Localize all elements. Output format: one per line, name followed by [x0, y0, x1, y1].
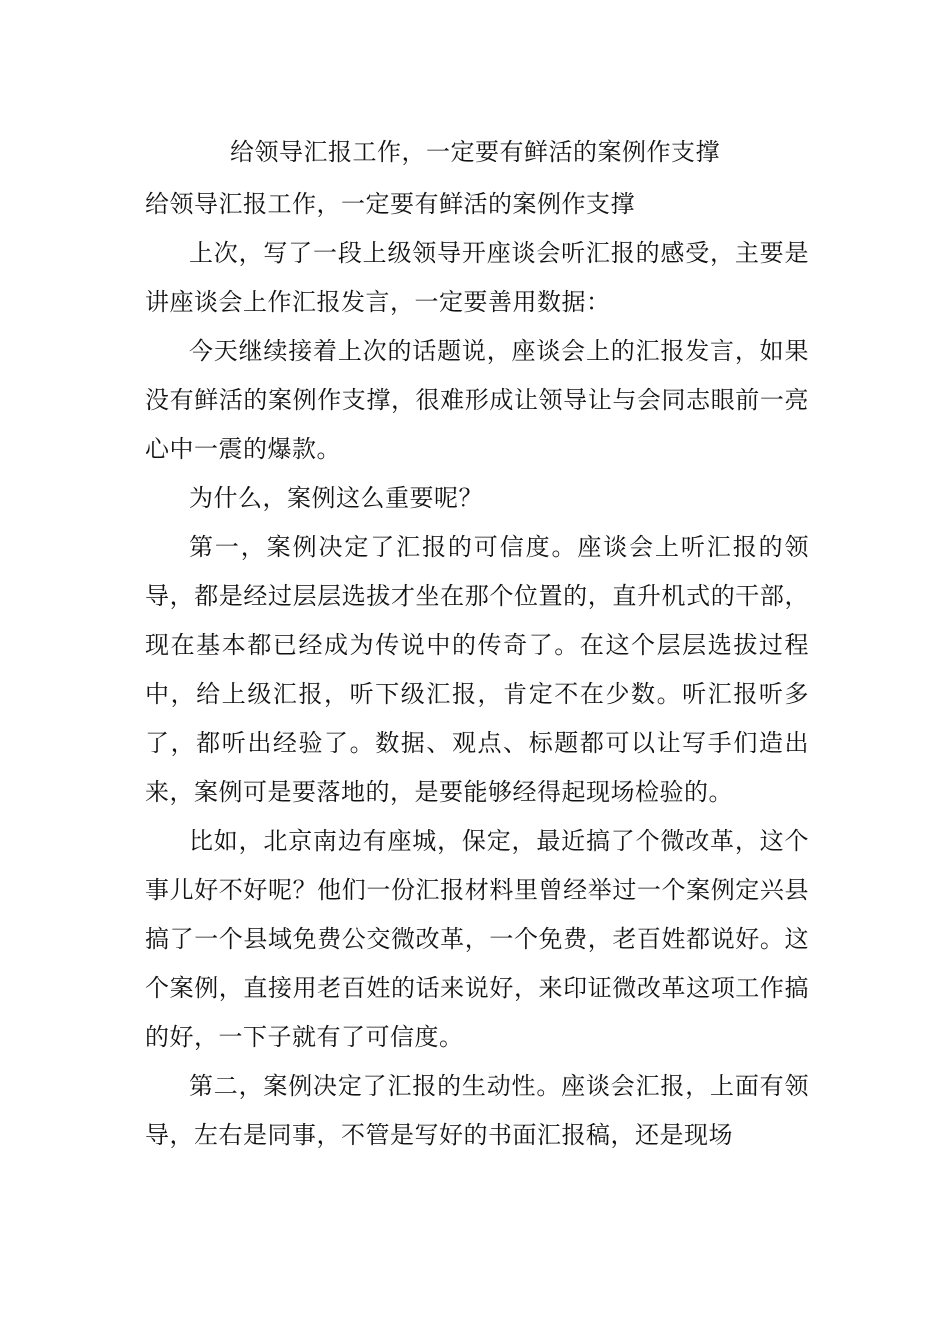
document-subtitle: 给领导汇报工作，一定要有鲜活的案例作支撑 — [145, 190, 635, 218]
paragraph-1: 上次，写了一段上级领导开座谈会听汇报的感受，主要是讲座谈会上作汇报发言，一定要善用数据： — [145, 239, 809, 316]
paragraph-4: 第一，案例决定了汇报的可信度。座谈会上听汇报的领导，都是经过层层选拔才坐在那个位置的，直升机式的干部，现在基本都已经成为传说中的传奇了。在这个层层选拔过程中，给上级汇报，听下级汇报，肯定不在少数。听汇报听多了，都听出经验了。数据、观点、标题都可以让写手们造出来，案例可是要落地的，是要能够经得起现场检验的。 — [145, 533, 809, 806]
document-title: 给领导汇报工作，一定要有鲜活的案例作支撑 — [230, 138, 720, 166]
document-body — [145, 180, 809, 1160]
paragraph-5: 比如，北京南边有座城，保定，最近搞了个微改革，这个事儿好不好呢？他们一份汇报材料里曾经举过一个案例定兴县搞了一个县域免费公交微改革，一个免费，老百姓都说好。这个案例，直接用老百姓的话来说好，来印证微改革这项工作搞的好，一下子就有了可信度。 — [145, 827, 809, 1051]
paragraph-2: 今天继续接着上次的话题说，座谈会上的汇报发言，如果没有鲜活的案例作支撑，很难形成让领导让与会同志眼前一亮心中一震的爆款。 — [145, 337, 809, 463]
paragraph-3: 为什么，案例这么重要呢？ — [189, 484, 483, 512]
paragraph-6: 第二，案例决定了汇报的生动性。座谈会汇报，上面有领导，左右是同事，不管是写好的书面汇报稿，还是现场 — [145, 1072, 809, 1149]
